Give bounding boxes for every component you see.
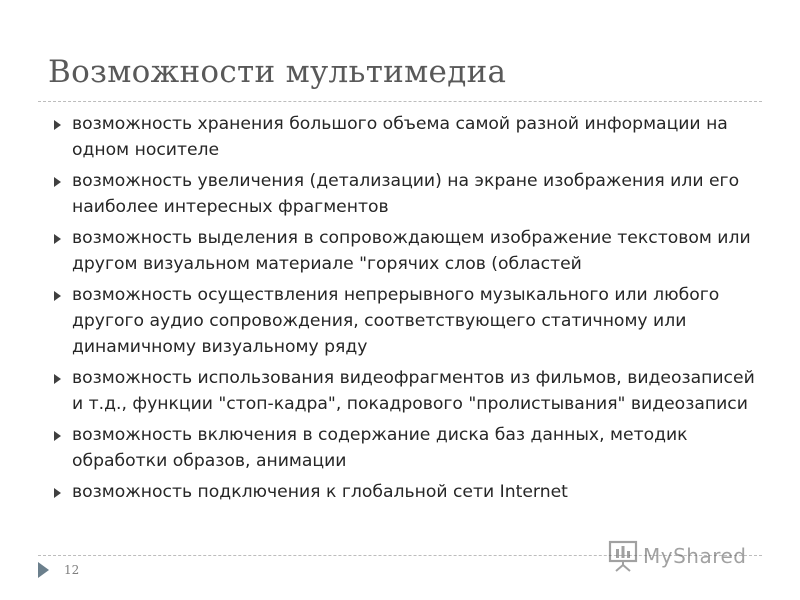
bullet-item <box>44 111 760 163</box>
bullet-item <box>44 282 760 360</box>
bullet-text: возможность хранения большого объема самой разной информации на одном носителе <box>72 114 728 160</box>
bullet-text: возможность подключения к глобальной сети Internet <box>72 482 568 502</box>
bullet-text: возможность использования видеофрагментов из фильмов, видеозаписей и т.д., функции "стоп-кадра", покадрового "пролистывания" видеозаписи <box>72 368 755 414</box>
bullet-item <box>44 168 760 220</box>
bullet-item <box>44 422 760 474</box>
title-divider <box>38 101 762 102</box>
bullet-arrow-icon <box>54 120 61 130</box>
bullet-text: возможность осуществления непрерывного музыкального или любого другого аудио сопровождения, соответствующего статичному или динамичному визуальному ряду <box>72 285 720 357</box>
bullet-arrow-icon <box>54 374 61 384</box>
bullet-arrow-icon <box>54 291 61 301</box>
watermark <box>608 540 747 572</box>
page-number: 12 <box>64 563 80 577</box>
bullet-item <box>44 225 760 277</box>
presentation-board-icon <box>608 540 638 572</box>
bullet-item <box>44 365 760 417</box>
bullet-arrow-icon <box>54 177 61 187</box>
bullet-text: возможность выделения в сопровождающем изображение текстовом или другом визуальном материале "горячих слов (областей <box>72 228 751 274</box>
bullet-arrow-icon <box>54 431 61 441</box>
bullet-text: возможность включения в содержание диска баз данных, методик обработки образов, анимации <box>72 425 688 471</box>
bullet-text: возможность увеличения (детализации) на экране изображения или его наиболее интересных фрагментов <box>72 171 740 217</box>
watermark-text: MyShared <box>643 544 747 568</box>
footer-arrow-icon <box>38 562 49 578</box>
slide-title: Возможности мультимедиа <box>48 54 507 90</box>
bullet-item <box>44 479 760 505</box>
bullet-list <box>44 111 760 510</box>
bullet-arrow-icon <box>54 488 61 498</box>
bullet-arrow-icon <box>54 234 61 244</box>
